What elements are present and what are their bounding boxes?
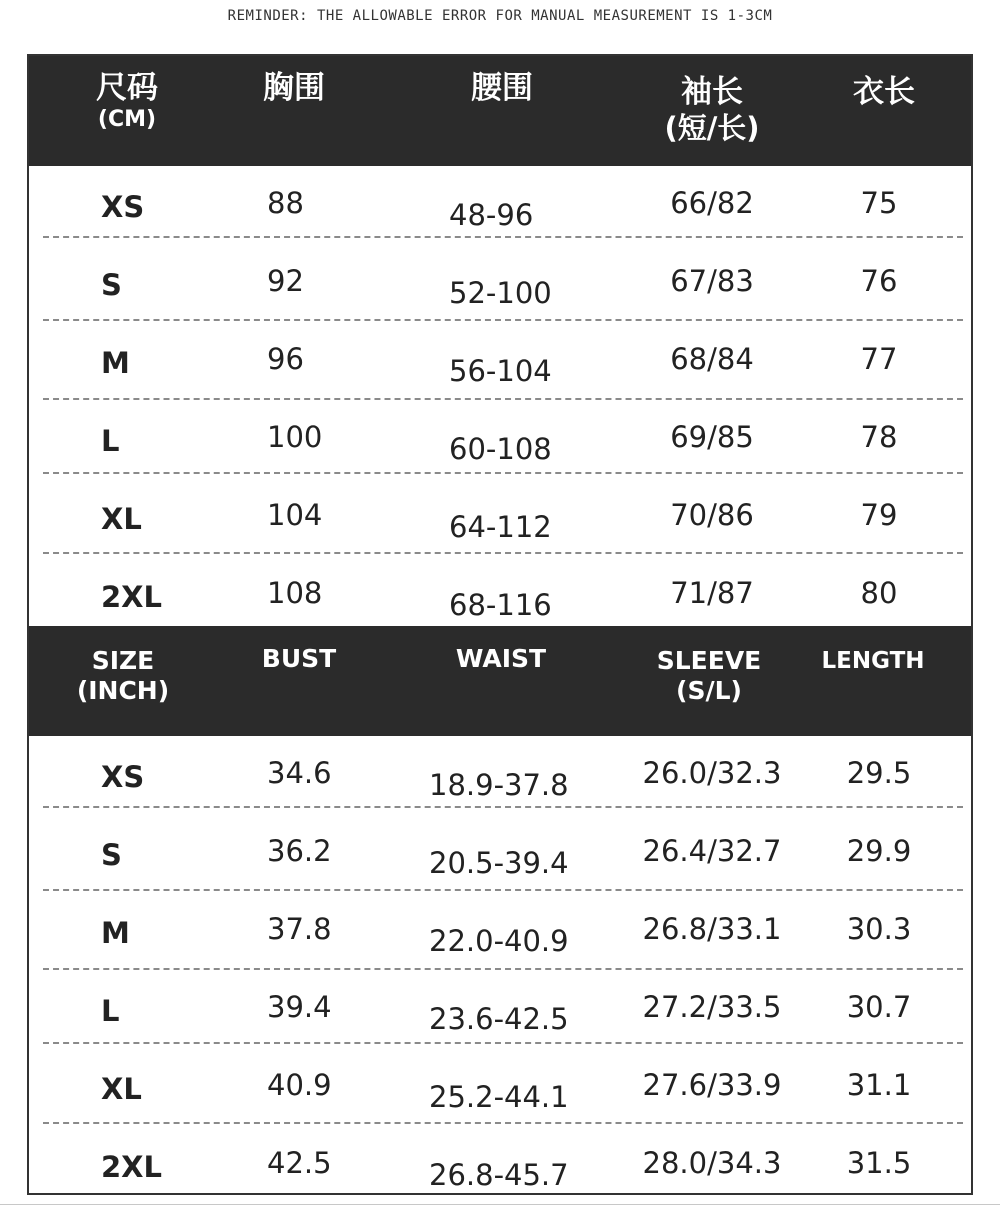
waist-cell: 68-116 (449, 588, 552, 622)
size-cell: L (101, 424, 120, 458)
sleeve-cell: 71/87 (670, 576, 754, 610)
table-row (29, 166, 971, 244)
row-divider (43, 236, 963, 238)
size-cell: M (101, 916, 130, 950)
row-divider (43, 806, 963, 808)
bust-cell: 34.6 (267, 756, 332, 790)
table-row (29, 892, 971, 970)
length-cell: 80 (860, 576, 898, 610)
bust-cell: 37.8 (267, 912, 332, 946)
size-cell: XS (101, 190, 145, 224)
waist-cell: 48-96 (449, 198, 534, 232)
waist-cell: 26.8-45.7 (429, 1158, 569, 1192)
sleeve-cell: 27.6/33.9 (642, 1068, 782, 1102)
header-bust-inch (259, 644, 339, 674)
bust-cell: 40.9 (267, 1068, 332, 1102)
waist-cell: 20.5-39.4 (429, 846, 569, 880)
waist-cell: 64-112 (449, 510, 552, 544)
table-row (29, 244, 971, 322)
bust-cell: 39.4 (267, 990, 332, 1024)
table-row (29, 814, 971, 892)
bust-cell: 42.5 (267, 1146, 332, 1180)
length-cell: 75 (860, 186, 898, 220)
table-row (29, 1126, 971, 1195)
header-length-inch (813, 648, 933, 676)
header-length-label: LENGTH (821, 648, 925, 674)
row-divider (43, 319, 963, 321)
table-row (29, 478, 971, 556)
waist-cell: 52-100 (449, 276, 552, 310)
sleeve-cell: 68/84 (670, 342, 754, 376)
length-cell: 78 (860, 420, 898, 454)
size-cell: S (101, 838, 122, 872)
size-cell: 2XL (101, 580, 163, 614)
header-waist-inch (451, 644, 551, 674)
length-cell: 79 (860, 498, 898, 532)
header-sleeve-inch (629, 646, 789, 706)
bust-cell: 88 (267, 186, 304, 220)
bust-cell: 36.2 (267, 834, 332, 868)
waist-cell: 60-108 (449, 432, 552, 466)
waist-cell: 56-104 (449, 354, 552, 388)
header-size-unit: (INCH) (76, 676, 170, 705)
header-sleeve-label: 袖长 (681, 74, 743, 110)
length-cell: 77 (860, 342, 898, 376)
length-cell: 31.1 (846, 1068, 912, 1102)
bust-cell: 92 (267, 264, 304, 298)
header-sleeve-sub: (S/L) (676, 676, 742, 705)
sleeve-cell: 27.2/33.5 (642, 990, 782, 1024)
bust-cell: 108 (267, 576, 323, 610)
size-cell: S (101, 268, 122, 302)
header-waist-label: WAIST (455, 644, 547, 673)
sleeve-cell: 26.8/33.1 (642, 912, 782, 946)
table-row (29, 322, 971, 400)
cm-header-row (29, 56, 971, 166)
header-size-cm (87, 70, 167, 134)
waist-cell: 25.2-44.1 (429, 1080, 569, 1114)
row-divider (43, 1122, 963, 1124)
header-bust-label: 胸围 (263, 70, 325, 106)
sleeve-cell: 26.0/32.3 (642, 756, 782, 790)
size-cell: 2XL (101, 1150, 163, 1184)
header-size-label: SIZE (91, 646, 155, 675)
bust-cell: 100 (267, 420, 323, 454)
length-cell: 29.5 (846, 756, 912, 790)
row-divider (43, 552, 963, 554)
inch-header-row (29, 626, 971, 736)
row-divider (43, 1042, 963, 1044)
header-waist-cm (462, 70, 542, 107)
size-cell: XL (101, 502, 142, 536)
header-sleeve-sub: (短/长) (664, 111, 760, 146)
header-size-inch (73, 646, 173, 706)
header-size-unit: (CM) (97, 107, 157, 133)
length-cell: 76 (860, 264, 898, 298)
sleeve-cell: 28.0/34.3 (642, 1146, 782, 1180)
header-size-label: 尺码 (96, 70, 158, 106)
size-cell: XS (101, 760, 145, 794)
header-sleeve-cm (632, 74, 792, 146)
sleeve-cell: 26.4/32.7 (642, 834, 782, 868)
table-row (29, 556, 971, 634)
header-bust-label: BUST (261, 644, 337, 673)
row-divider (43, 889, 963, 891)
measurement-reminder: REMINDER: THE ALLOWABLE ERROR FOR MANUAL MEASUREMENT IS 1-3CM (227, 8, 773, 24)
size-chart-table (27, 54, 973, 1195)
bust-cell: 96 (267, 342, 304, 376)
header-sleeve-label: SLEEVE (656, 646, 762, 675)
length-cell: 30.7 (846, 990, 912, 1024)
length-cell: 29.9 (846, 834, 912, 868)
table-row (29, 736, 971, 814)
table-row (29, 1048, 971, 1126)
sleeve-cell: 67/83 (670, 264, 754, 298)
table-row (29, 970, 971, 1048)
size-cell: M (101, 346, 130, 380)
size-cell: L (101, 994, 120, 1028)
header-length-label: 衣长 (853, 74, 915, 110)
sleeve-cell: 70/86 (670, 498, 754, 532)
waist-cell: 23.6-42.5 (429, 1002, 569, 1036)
waist-cell: 22.0-40.9 (429, 924, 569, 958)
bottom-divider (0, 1204, 1000, 1205)
bust-cell: 104 (267, 498, 323, 532)
table-row (29, 400, 971, 478)
size-cell: XL (101, 1072, 142, 1106)
header-bust-cm (254, 70, 334, 107)
header-waist-label: 腰围 (471, 70, 533, 106)
header-length-cm (839, 74, 929, 111)
length-cell: 30.3 (846, 912, 912, 946)
waist-cell: 18.9-37.8 (429, 768, 569, 802)
sleeve-cell: 69/85 (670, 420, 754, 454)
length-cell: 31.5 (846, 1146, 912, 1180)
sleeve-cell: 66/82 (670, 186, 754, 220)
row-divider (43, 472, 963, 474)
